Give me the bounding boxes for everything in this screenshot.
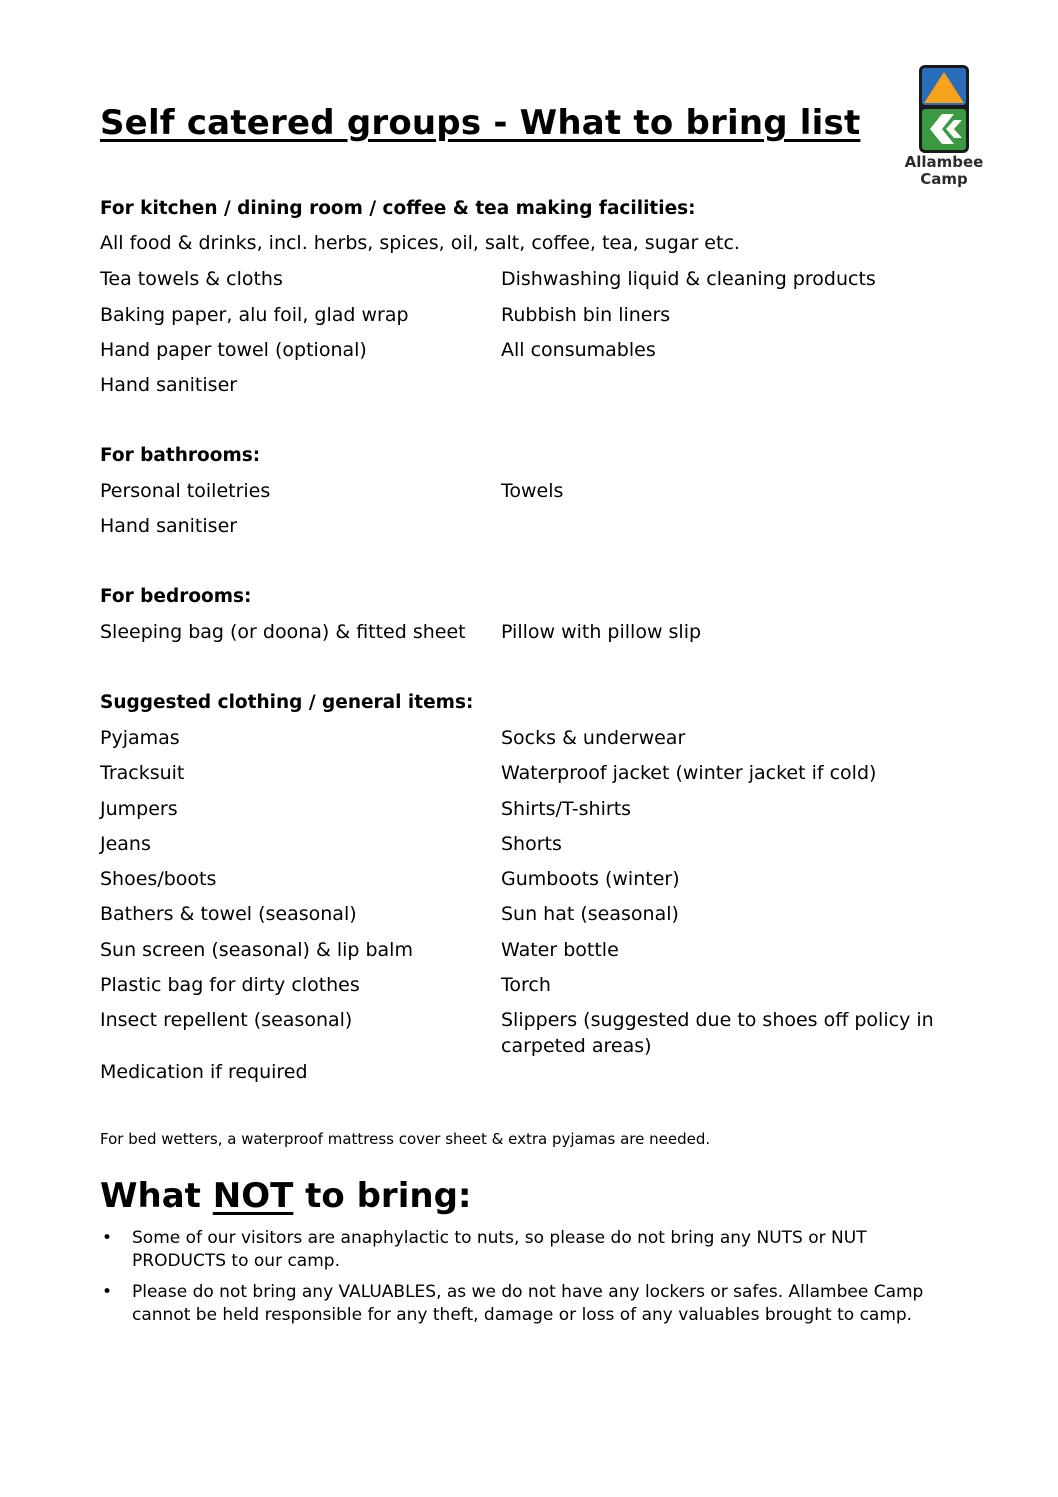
item-right: Sun hat (seasonal) [501, 903, 679, 925]
bullet-text: Please do not bring any VALUABLES, as we do not have any lockers or safes. Allambee Camp cannot be held responsible for any theft, damage or loss of any valuables brought to camp. [132, 1282, 924, 1325]
what-not-to-bring-title [100, 1176, 472, 1216]
item-left: Jumpers [100, 798, 178, 820]
item-left: Sun screen (seasonal) & lip balm [100, 939, 413, 961]
item-left: Tracksuit [100, 762, 185, 784]
clothing-heading: Suggested clothing / general items: [100, 692, 474, 713]
item-left: Medication if required [100, 1061, 308, 1083]
item-left: Bathers & towel (seasonal) [100, 903, 357, 925]
item-left: Tea towels & cloths [100, 268, 283, 290]
bullet-text: Some of our visitors are anaphylactic to nuts, so please do not bring any NUTS or NUT PRODUCTS to our camp. [132, 1228, 867, 1271]
item-left: Shoes/boots [100, 868, 217, 890]
item-left: Hand sanitiser [100, 374, 238, 396]
item-right: Shorts [501, 833, 562, 855]
item-left: Jeans [100, 833, 151, 855]
item-left: Insect repellent (seasonal) [100, 1009, 353, 1031]
item-left: Pyjamas [100, 727, 180, 749]
list-item [100, 1227, 950, 1273]
bedrooms-heading: For bedrooms: [100, 586, 252, 607]
item-right: Water bottle [501, 939, 619, 961]
item-right: All consumables [501, 339, 656, 361]
item-right: Slippers (suggested due to shoes off policy in carpeted areas) [501, 1009, 934, 1057]
logo-text-line2: Camp [920, 170, 968, 188]
item-left: Sleeping bag (or doona) & fitted sheet [100, 621, 466, 643]
bullet-icon: • [102, 1282, 113, 1302]
list-item [100, 1281, 950, 1327]
item-left: Hand sanitiser [100, 515, 238, 537]
item-right: Waterproof jacket (winter jacket if cold) [501, 762, 877, 784]
not-title-emphasis: NOT [212, 1176, 294, 1216]
item-right: Towels [501, 480, 564, 502]
not-title-suffix: to bring: [293, 1176, 472, 1216]
allambee-camp-logo [894, 64, 994, 188]
item-right: Socks & underwear [501, 727, 686, 749]
item-left: Personal toiletries [100, 480, 271, 502]
page-title: Self catered groups - What to bring list [100, 103, 861, 143]
allambee-logo-icon [918, 64, 970, 154]
bullet-icon: • [102, 1228, 113, 1248]
item-right: Shirts/T-shirts [501, 798, 632, 820]
kitchen-intro: All food & drinks, incl. herbs, spices, oil, salt, coffee, tea, sugar etc. [100, 232, 740, 254]
item-left: Baking paper, alu foil, glad wrap [100, 304, 409, 326]
item-right: Pillow with pillow slip [501, 621, 702, 643]
item-right: Rubbish bin liners [501, 304, 671, 326]
not-to-bring-list [100, 1227, 950, 1335]
bed-wetters-note: For bed wetters, a waterproof mattress cover sheet & extra pyjamas are needed. [100, 1130, 711, 1148]
item-left: Plastic bag for dirty clothes [100, 974, 360, 996]
item-right: Dishwashing liquid & cleaning products [501, 268, 876, 290]
not-title-prefix: What [100, 1176, 213, 1216]
bathrooms-heading: For bathrooms: [100, 445, 261, 466]
item-right: Gumboots (winter) [501, 868, 680, 890]
item-left: Hand paper towel (optional) [100, 339, 367, 361]
item-right: Torch [501, 974, 551, 996]
kitchen-heading: For kitchen / dining room / coffee & tea making facilities: [100, 198, 696, 219]
logo-text-line1: Allambee [904, 153, 984, 171]
